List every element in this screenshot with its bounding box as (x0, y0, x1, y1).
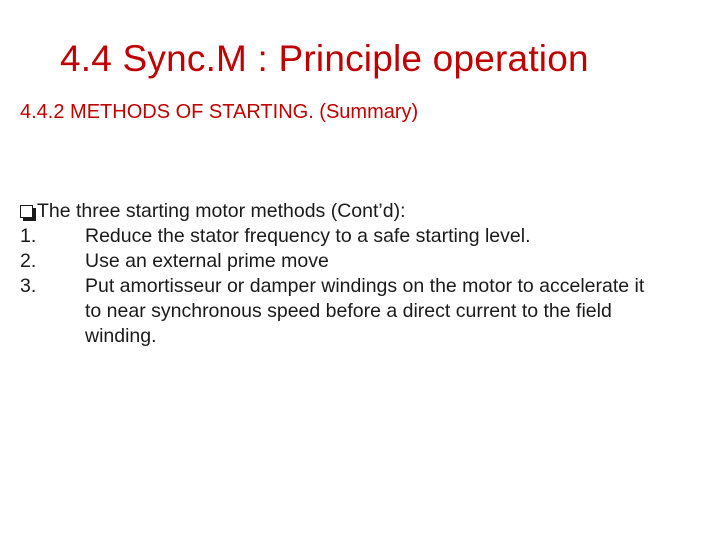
bullet-text: The three starting motor methods (Cont’d): (37, 200, 406, 222)
slide-subtitle: 4.4.2 METHODS OF STARTING. (Summary) (20, 101, 419, 123)
slide-title: 4.4 Sync.M : Principle operation (60, 38, 589, 79)
steps-list (20, 224, 700, 349)
slide-content (20, 199, 700, 349)
step-number: 1. (20, 225, 37, 247)
step-item (20, 274, 700, 349)
step-text: Reduce the stator frequency to a safe starting level. (85, 225, 531, 247)
step-number: 2. (20, 250, 37, 272)
bullet-item (20, 199, 700, 224)
checkbox-bullet-icon (20, 205, 33, 218)
step-item (20, 224, 700, 249)
step-text: Use an external prime move (85, 250, 329, 272)
step-text: Put amortisseur or damper windings on the motor to accelerate it to near synchronous speed before a direct current to the field winding. (85, 275, 645, 347)
step-item (20, 249, 700, 274)
step-number: 3. (20, 275, 37, 297)
